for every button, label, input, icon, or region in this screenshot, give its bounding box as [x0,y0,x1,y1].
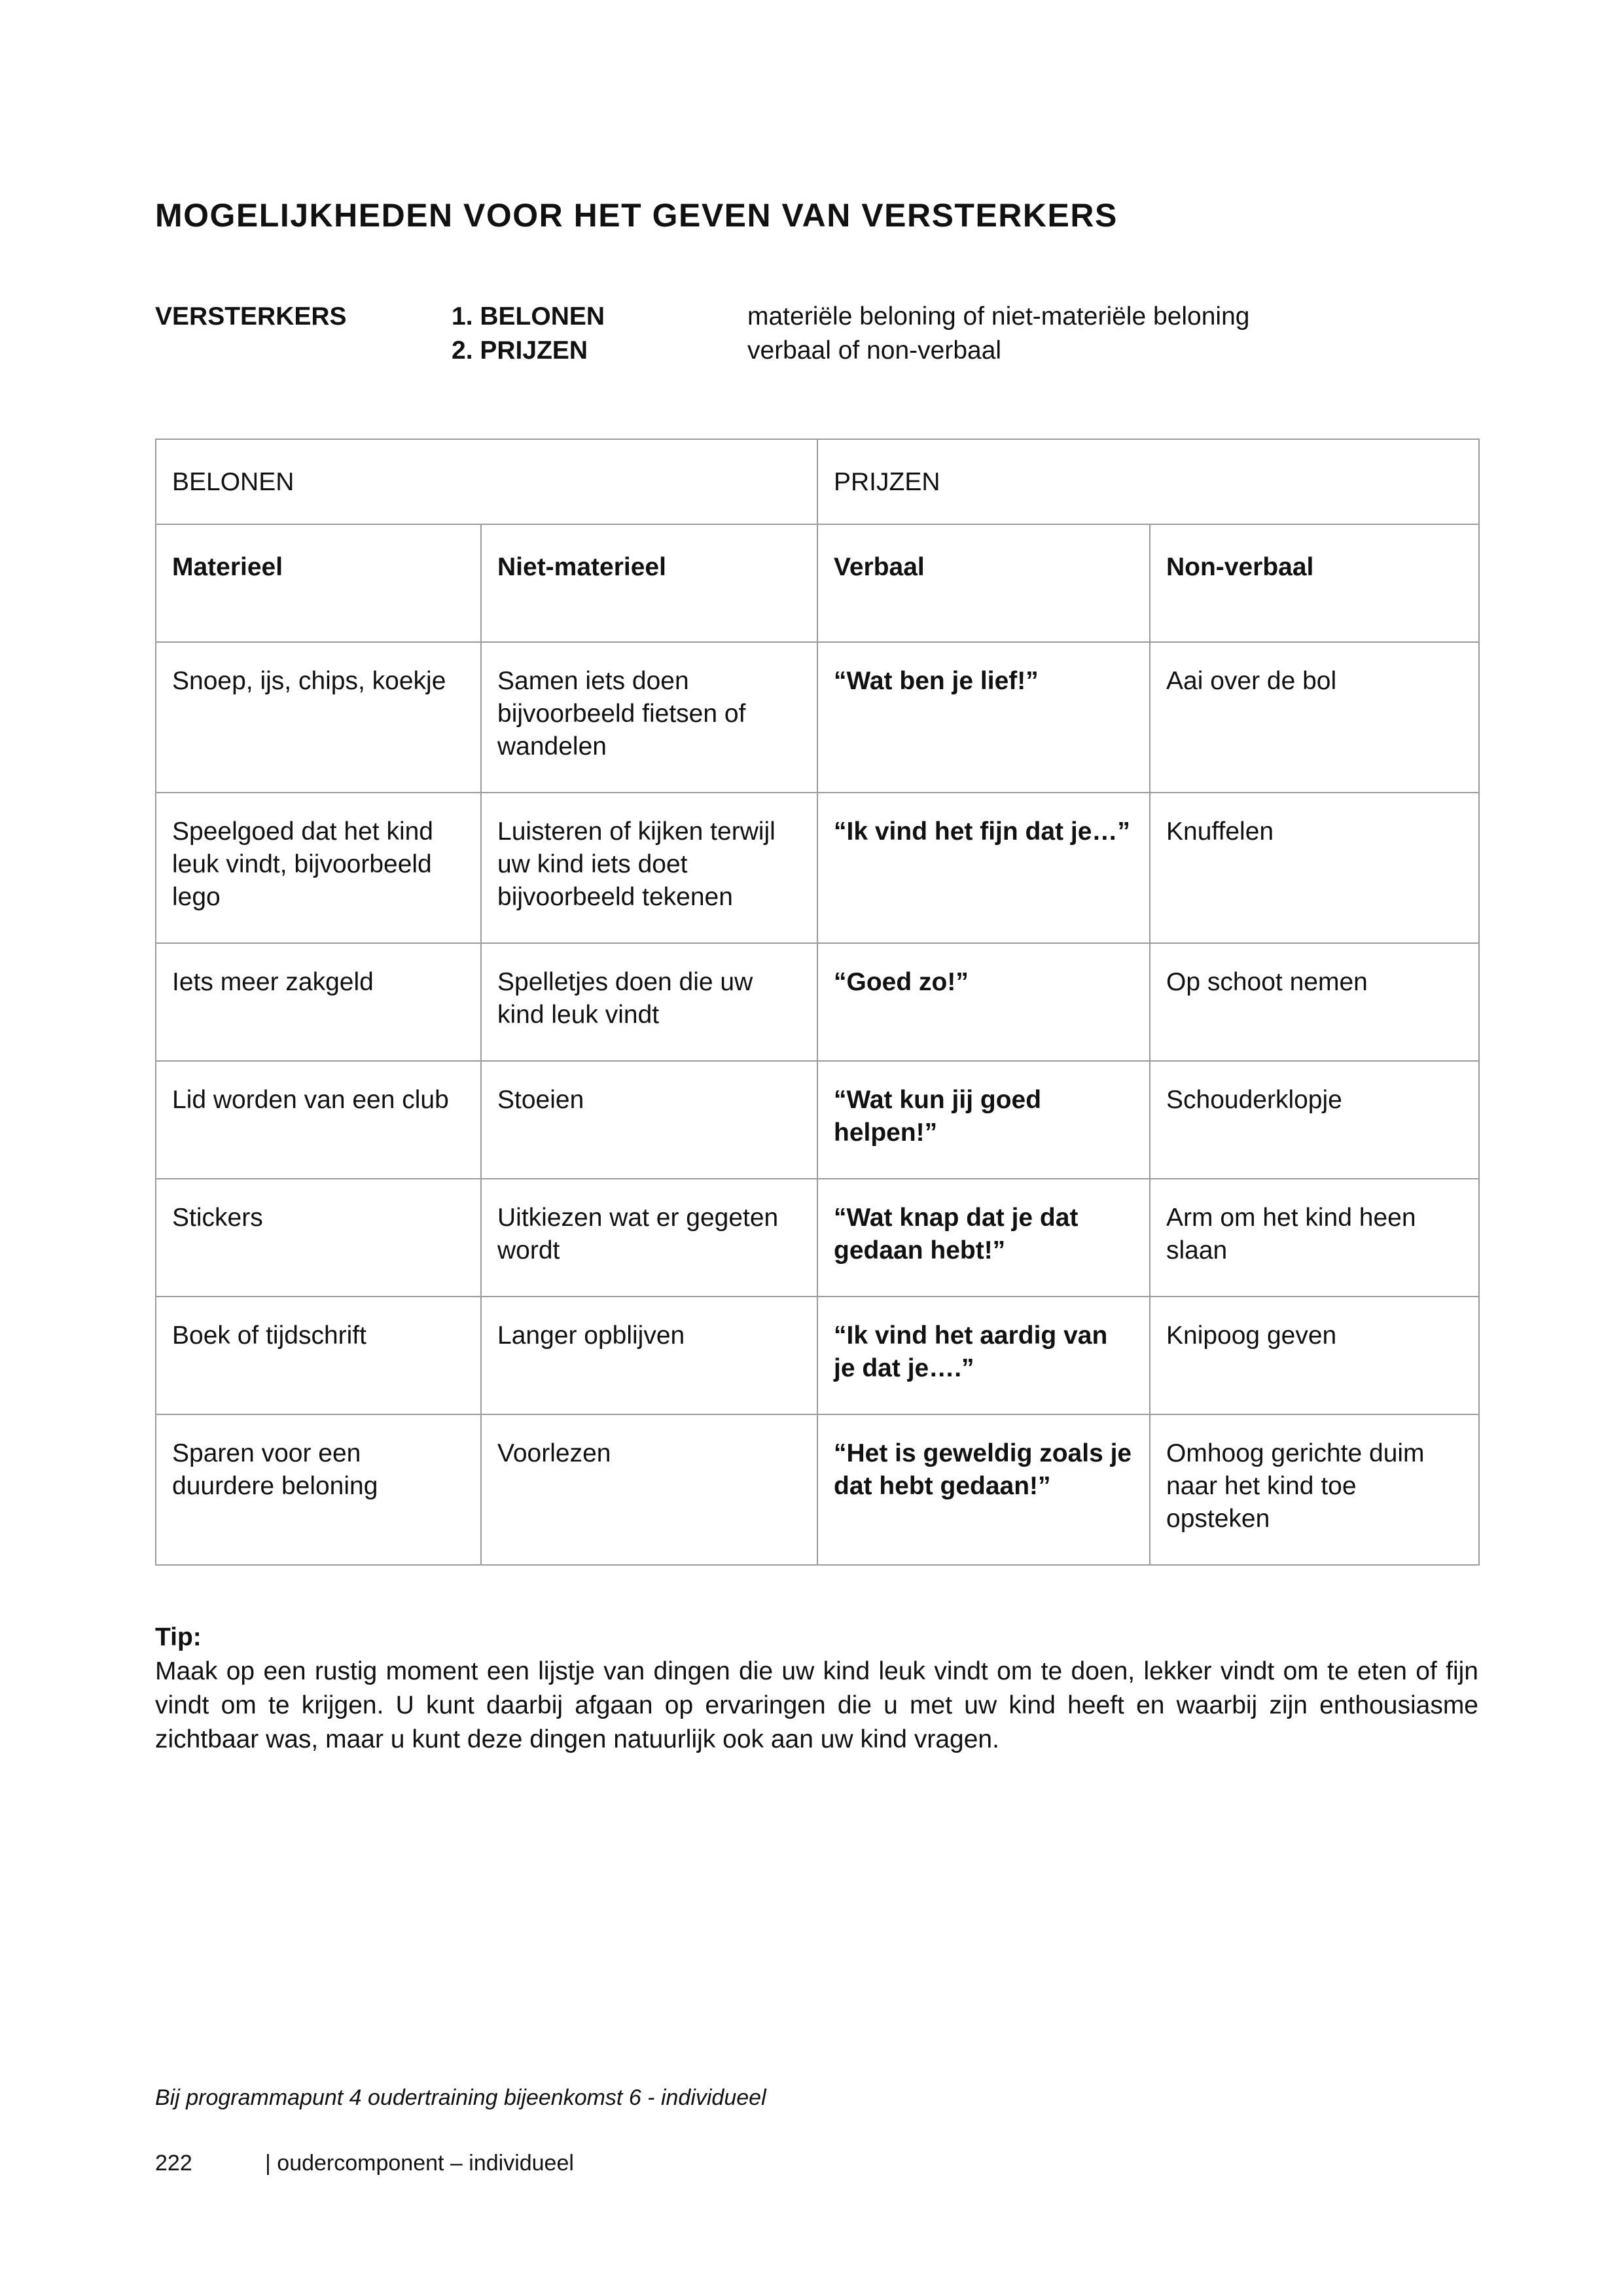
table-cell: “Wat kun jij goed helpen!” [817,1061,1150,1179]
table-row [156,1297,1479,1414]
page-title: MOGELIJKHEDEN VOOR HET GEVEN VAN VERSTERKERS [155,197,1118,234]
table-cell: Voorlezen [481,1414,817,1565]
table-cell: “Goed zo!” [817,943,1150,1061]
table-cell: “Het is geweldig zoals je dat hebt gedaan!” [817,1414,1150,1565]
table-cell: Omhoog gerichte duim naar het kind toe opsteken [1150,1414,1479,1565]
versterker-item-name: 1. BELONEN [452,302,605,331]
table-cell: “Wat knap dat je dat gedaan hebt!” [817,1179,1150,1297]
table-cell: Iets meer zakgeld [156,943,481,1061]
table-cell: Langer opblijven [481,1297,817,1414]
page-number: 222 [155,2151,192,2176]
table-cell: Stoeien [481,1061,817,1179]
table-row [156,1414,1479,1565]
table-row [156,642,1479,793]
tip-section [155,1621,1478,1757]
table-cell: Luisteren of kijken terwijl uw kind iets doet bijvoorbeeld tekenen [481,793,817,943]
table-cell: “Ik vind het fijn dat je…” [817,793,1150,943]
column-header-row [156,524,1479,642]
group-belonen: BELONEN [156,439,817,524]
table-cell: Aai over de bol [1150,642,1479,793]
table-row [156,793,1479,943]
versterker-item-desc: verbaal of non-verbaal [747,336,1002,365]
column-header: Verbaal [817,524,1150,642]
group-header-row [156,439,1479,524]
column-header: Niet-materieel [481,524,817,642]
table-cell: Boek of tijdschrift [156,1297,481,1414]
reinforcers-table [155,439,1480,1566]
group-prijzen: PRIJZEN [817,439,1479,524]
versterker-item-name: 2. PRIJZEN [452,336,588,365]
versterker-item-desc: materiële beloning of niet-materiële beloning [747,302,1250,331]
footer-section: | oudercomponent – individueel [265,2151,574,2176]
table-cell: Knuffelen [1150,793,1479,943]
versterkers-descriptions [747,300,1249,368]
table-row [156,943,1479,1061]
table-cell: Samen iets doen bijvoorbeeld fietsen of wandelen [481,642,817,793]
table-row [156,1061,1479,1179]
table-cell: “Wat ben je lief!” [817,642,1150,793]
table-cell: Speelgoed dat het kind leuk vindt, bijvoorbeeld lego [156,793,481,943]
table-cell: Stickers [156,1179,481,1297]
table-cell: Sparen voor een duurdere beloning [156,1414,481,1565]
footer-note: Bij programmapunt 4 oudertraining bijeenkomst 6 - individueel [155,2085,766,2110]
table-row [156,1179,1479,1297]
tip-label: Tip: [155,1623,202,1651]
versterkers-label: VERSTERKERS [155,302,347,331]
table-cell: Uitkiezen wat er gegeten wordt [481,1179,817,1297]
table-cell: “Ik vind het aardig van je dat je….” [817,1297,1150,1414]
table-cell: Snoep, ijs, chips, koekje [156,642,481,793]
table-cell: Schouderklopje [1150,1061,1479,1179]
table-cell: Spelletjes doen die uw kind leuk vindt [481,943,817,1061]
versterkers-items [452,300,605,368]
table-cell: Op schoot nemen [1150,943,1479,1061]
column-header: Materieel [156,524,481,642]
column-header: Non-verbaal [1150,524,1479,642]
table-cell: Arm om het kind heen slaan [1150,1179,1479,1297]
table-cell: Knipoog geven [1150,1297,1479,1414]
table-cell: Lid worden van een club [156,1061,481,1179]
tip-text: Maak op een rustig moment een lijstje van dingen die uw kind leuk vindt om te doen, lekker vindt om te eten of fijn vindt om te krijgen. U kunt daarbij afgaan op ervaringen die u met uw kind heeft en waarbij zijn enthousiasme zichtbaar was, maar u kunt deze dingen natuurlijk ook aan uw kind vragen. [155,1657,1478,1753]
